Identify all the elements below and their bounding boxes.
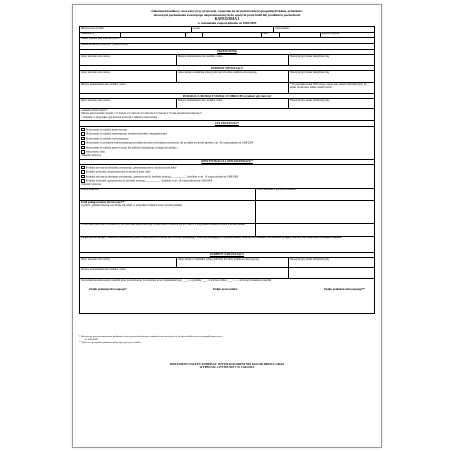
county-label: powiat: [192, 27, 274, 31]
previous-address-label: Miejsce zamieszkania albo siedziba i adres: [177, 99, 289, 108]
voivodeship-label: województwo: [275, 27, 290, 31]
container-row: [79, 43, 375, 49]
sender-section-title: PODMIOT ZBYWAJĄCY: [79, 65, 375, 70]
material-title: IDENTYFIKACJA I OPIS MATERIAŁU*: [79, 159, 375, 164]
sender-vet-id-label: Weterynaryjny numer identyfikacyjny: [289, 71, 330, 74]
statement-block: Podpis potwierdzający właściwe przeznaczenie, jeżeli zwłoki padłych zwierząt lub ich części podlegają, z obecnym podlegających ograniczeniom, właściwe lub badaniu, zatwierdzone przepisy ochrony kod stosowania obowiązku badania.: [79, 236, 375, 252]
checkbox[interactable]: [81, 166, 85, 170]
sender-vet-note: * W przypadku braku WNI należy wpisać inny numer identyfikacyjny, np. numer producenta, numer siedziby stada: [289, 83, 368, 89]
final-line-1: DOKUMENT NALEŻY PODPISAĆ INNYM KOLOREM NIŻ KOLOR DRUKU ORAZ: [169, 361, 285, 366]
purpose-title: CEL PRZEWOZU*: [79, 120, 375, 125]
animals-answer-field[interactable]: [256, 201, 374, 223]
purpose-item[interactable]: Dostarczenie do zakładu przetwórczego lub zakładu realizującego strategię lub zakładu ...: [81, 146, 373, 150]
footnotes: [79, 336, 375, 345]
eartag-answer-field[interactable]: [256, 224, 374, 236]
animals-question: Jeżeli podlega zwierzęt lub ich części** (wybierz: gatunek zwierząt oraz liczbę ich sztuk), w przypadku dotknięte przez wybrane gatunki): [80, 201, 256, 223]
checkbox[interactable]: [81, 128, 85, 132]
material-quantity-row: [79, 188, 375, 200]
receiver-title: PODMIOT NABYWAJĄCY: [79, 252, 375, 257]
doc-no-label: dokument nr: [80, 33, 121, 37]
material-item[interactable]: Produkty pochodne „nieprzeznaczone do spożycia przez ludzi": [81, 170, 373, 174]
material-note: Zakreślić właściwe: [81, 182, 102, 186]
confirmation-block: [79, 278, 375, 314]
carrier-vet-id-label: Weterynaryjny numer identyfikacyjny: [289, 55, 330, 58]
purpose-item[interactable]: Dostarczenie do zakładu przetwórczego: [81, 128, 373, 132]
header-line-2: ubocznych pochodzenia zwierzęcego nieprzeznaczonych do spożycia przez ludzi lub produktów pochodnych: [153, 13, 301, 17]
form-header: [79, 9, 375, 25]
final-line-2: WYPEŁNIĆ CZYTELNIE I W CAŁOŚCI: [199, 365, 255, 370]
sender-signature-label: Podpis podmiotu zbywającego*: [89, 287, 127, 291]
regulation-line: w rozumieniu rozporządzenia nr 1069/2009: [197, 21, 257, 26]
signature-row: [81, 288, 373, 291]
material-item[interactable]: Produkty uboczne pochodzenia zwierzęcego „przeznaczone do żywienia zwierząt ___________" określone w art. 18 rozporządzenia nr 1069/2009: [81, 175, 373, 179]
receiver-signature-label: Podpis podmiotu nabywającego**: [324, 287, 365, 291]
vet-number-row: [79, 37, 375, 43]
receiver-residence-label: Miejsce zamieszkania albo siedziba i adres: [80, 268, 289, 278]
previous-holder-row: [79, 98, 375, 108]
sender-row-1: [79, 70, 375, 82]
vet-no-label: Numer rejestracyjny ustalony przez ...: [81, 37, 121, 41]
eartag-question: Nr kolczyka, jeżeli jest obowiązkowy, lub inny znak identyfikacyjny zwłoki padłych zwierząt lub ich części, w przypadku dotkniętych przez wybrane gatunki: [80, 224, 256, 236]
material-item[interactable]: Produkty pochodne „przeznaczone do żywienia zwierząt ___________" określone w art. 18 rozporządzenia nr 1069/2009: [81, 179, 373, 183]
receiver-unload-address-label: Adres miejsca rozładunku (adres) jeśli inny niż adres podmiotu nabywającego: [177, 258, 289, 267]
container-label: Numer kontenera („lord BIC"), jeżeli dotyczy: [81, 43, 129, 47]
purpose-note: Zakreślić właściwe: [81, 153, 102, 157]
checkbox[interactable]: [81, 141, 85, 145]
form-body: [79, 9, 375, 370]
final-instruction: [79, 363, 375, 370]
document-page: [72, 4, 382, 448]
species-block: [79, 108, 375, 120]
receiver-vet-id-label: Weterynaryjny numer identyfikacyjny: [289, 257, 330, 261]
checkbox[interactable]: [81, 146, 85, 150]
checkbox[interactable]: [81, 170, 85, 174]
category-title: KATEGORIA 2: [214, 17, 240, 21]
footnote-1-cont: nr 1069/2009: [85, 337, 98, 341]
purpose-item[interactable]: Dostarczenie do zakładu wykonującego działanie pośrednie z magazynowania: [81, 132, 373, 136]
confirmation-text: Stwierdzam konsumowanie przesyłki przez potwierdzenie, że przesyłka wraz z dokumentem jest ____ r. o godzinie ____, w liczbie podmiot ____ i ...... dotyczących numeru przesyłki: [81, 278, 272, 282]
methods-line: Metoda przetwarzania: metoda 1 ☐ metoda 2 ☐ metoda 3 ☐ metoda 4 ☐ metoda 5 ☐ inna zatwierdzona metoda ☐: [81, 112, 202, 116]
receiver-row-1: [79, 257, 375, 267]
receiver-extra-field[interactable]: [289, 268, 374, 278]
previous-vet-id-label: Weterynaryjny numer identyfikacyjny: [289, 99, 330, 102]
previous-name-label: Imię i nazwisko albo nazwa: [80, 99, 177, 108]
sender-row-2: [79, 82, 375, 93]
sender-residence-label: Miejsce zamieszkania albo siedziba i adres: [80, 83, 289, 93]
from-label: z: [186, 33, 204, 37]
checkbox[interactable]: [81, 137, 85, 141]
species-label: Gatunek przetwórczyni:*: [81, 109, 108, 113]
checkbox[interactable]: [81, 175, 85, 179]
place-label: Miejscowość wysyłki: [80, 27, 192, 31]
header-line-1: Dokument handlowy stosowany przy przewozie, wyłącznie na terytorium Rzeczypospolitej Polskiej, produktów: [151, 9, 303, 13]
carrier-address-label: Miejsce zamieszkania albo siedziba i adres: [177, 55, 289, 65]
sender-name-label: Imię i nazwisko albo nazwa: [80, 71, 177, 82]
time-label: godzina wysyłki: [322, 32, 340, 36]
checkbox[interactable]: [81, 132, 85, 136]
material-list: [79, 164, 375, 188]
purpose-list: [79, 126, 375, 159]
eartag-row: [79, 223, 375, 236]
material-type-label: Rodzaj materiału:: [80, 189, 256, 200]
material-item[interactable]: Produkty uboczne pochodzenia zwierzęcego „nieprzeznaczone do spożycia przez ludzi": [81, 166, 373, 170]
purpose-item[interactable]: Dostarczenie do podmiotu wykorzystującego produkty uboczne pochodzenia zwierzęcego lub produkty pochodne zgodnie z art. 18 rozporządzenia nr 1069/2009: [81, 141, 373, 145]
animals-row: [79, 200, 375, 223]
purpose-item[interactable]: Inny (wpisać jaki): [81, 150, 373, 154]
receiver-name-label: Imię i nazwisko albo nazwa: [80, 258, 177, 267]
carrier-name-label: Imię i nazwisko albo nazwa: [80, 55, 177, 65]
footnote-2: ** Tylko w egzemplarzu podmiotu nabywającego i przewoźnika: [79, 340, 141, 344]
place-row: [79, 26, 375, 31]
purpose-item[interactable]: Dostarczenie do zakładu wytwarzającego: [81, 137, 373, 141]
receiver-row-2: [79, 267, 375, 278]
species-note: * Zakreślić w przypadku, gdy materiał pochodzi z zakładu przetwarzania: [81, 115, 158, 119]
footnote-1: * Nieczytelny przy przekazywaniu poddanych zwierząt pochodzenia przez podmiot przechowujący do ich unieszkodliwienia w przypadku przewozu ...: [79, 334, 224, 338]
date-label: data: [262, 33, 280, 37]
from-field[interactable]: [203, 33, 262, 37]
doc-number-row: [79, 32, 375, 37]
doc-no-field[interactable]: [121, 33, 186, 37]
material-mass-label: Ilość materiału w kg/litrach/sztukach: [257, 188, 296, 192]
carrier-signature-label: Podpis przewoźnika:: [212, 287, 238, 291]
carrier-row: [79, 54, 375, 65]
carrier-section-title: PRZEWOŹNIK: [79, 49, 375, 54]
sender-load-address-label: Adres miejsca załadunku (adres) jeśli inny niż adres podmiotu zbywającego: [177, 71, 289, 82]
previous-holder-title: POSIADACZ, BIORĄCY UDZIAŁ W OBROCIE (wypełnić, gdy dotyczy): [79, 93, 375, 98]
date-field[interactable]: [280, 33, 321, 37]
